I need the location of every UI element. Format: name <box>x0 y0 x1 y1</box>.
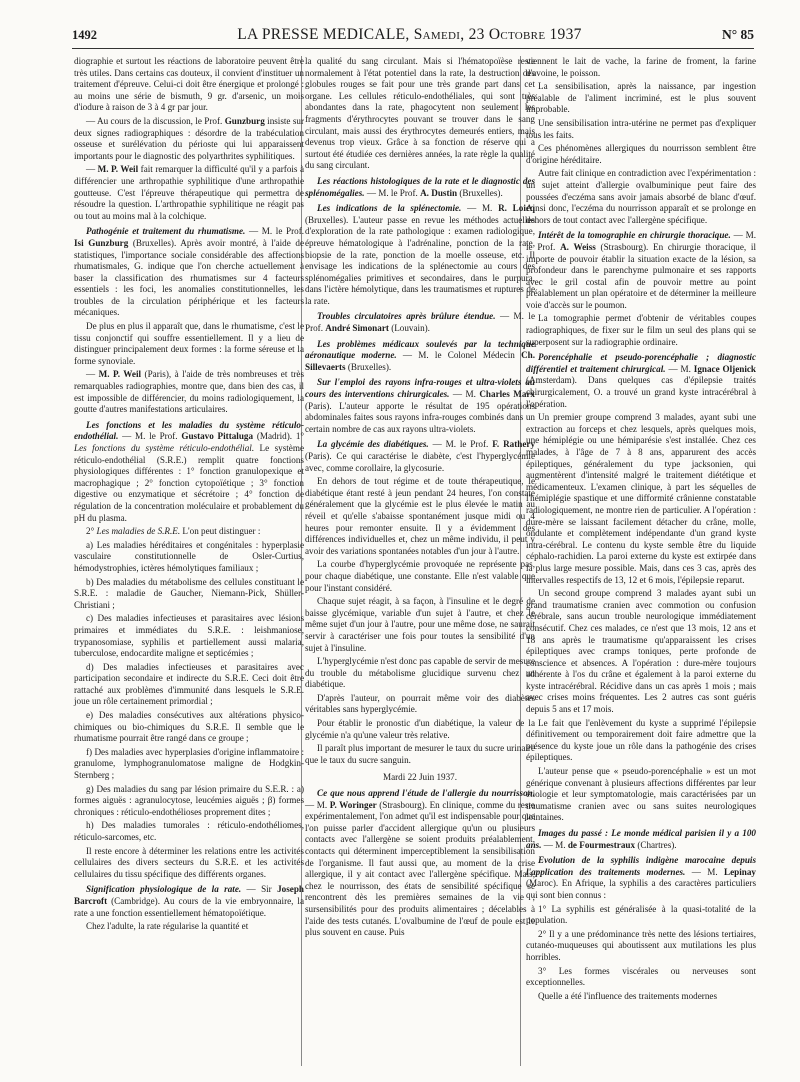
list-item: h) Des maladies tumorales : réticulo-endothéliomes, réticulo-sarcomes, etc. <box>74 820 304 842</box>
article-title: Signification physiologique de la rate. <box>86 884 242 895</box>
paragraph: La sensibilisation, après la naissance, par ingestion préalable de l'aliment incriminé, est le plus souvent improbable. <box>526 81 756 115</box>
article: Intérêt de la tomographie en chirurgie thoracique. — M. le Prof. A. Weiss (Strasbourg). En chirurgie thoracique, il importe de pouvoir établir la situation exacte de la lésion, sa profondeur dans le parenchyme pulmonaire et ses rapports avec le gril costal afin de pouvoir mettre au point préalablement un plan opératoire et de déterminer la meilleure voie d'accès sur le poumon. <box>526 230 756 310</box>
list-item: 3° Les formes viscérales ou nerveuses sont exceptionnelles. <box>526 965 756 988</box>
author-name: Lepinay <box>724 866 756 877</box>
article: Ce que nous apprend l'étude de l'allergie du nourrisson. — M. P. Woringer (Strasbourg). En clinique, comme du reste expérimentalement, l'on admet qu'il est indispensable pour que l'on puisse parler d'accident allergique qu'un ou plusieurs contacts avec l'allergène se soient produits préalablement, contacts qui déterminent imperceptiblement la sensibilisation de l'organisme. Il faut aussi que, au moment de la crise allergique, il y ait contact avec l'allergène spécifique. Mais, chez le nourrisson, des états de sensibilité spécifique se rencontrent dès les premières semaines de la vie ; sursensibilités pour des produits alimentaires ; décelables à l'aide des tests cutanés. L'ovalbumine de l'œuf de poule est le plus souvent en cause. Puis <box>305 788 535 938</box>
paragraph: — M. P. Weil fait remarquer la difficulté qu'il y a parfois à différencier une arthropathie syphilitique d'une arthropathie goutteuse. C'est l'épreuve thérapeutique qui permettra de résoudre la question. L'arthropathie syphilitique ne réagit pas ou tout au moins mal à la colchique. <box>74 164 305 221</box>
author-name: R. Loicq <box>498 203 535 214</box>
article-title: Sur l'emploi des rayons infra-rouges et ultra-violets au cours des interventions chirurgicales. <box>305 377 535 400</box>
article-title: Images du passé : Le monde médical parisien il y a 100 ans. <box>526 828 756 850</box>
article: Troubles circulatoires après brûlure étendue. — M. le Prof. André Simonart (Louvain). <box>305 311 536 334</box>
paragraph: Le fait que l'enlèvement du kyste a supprimé l'épilepsie définitivement ou temporairement doit faire admettre que la présence du kyste joue un rôle dans la pathogénie des crises épileptiques. <box>526 717 756 763</box>
paragraph: Il paraît plus important de mesurer le taux du sucre urinaire que le taux du sucre sanguin. <box>305 743 535 765</box>
article-title: Porencéphalie et pseudo-porencéphalie ; diagnostic différentiel et traitement chirurgical. <box>526 352 756 374</box>
article: Les fonctions et les maladies du système réticulo-endothélial. — M. le Prof. Gustavo Pittaluga (Madrid). 1° Les fonctions du système réticulo-endothélial. Le système réticulo-endothélial (S.R.E.) remplit quatre fonctions physiologiques différentes : 1° fonction granulopexique et macrophagique ; 2° fonction cytopoïétique ; 3° fonction digestive ou enzymatique et sécrétoire ; 4° fonction de régulation de la concentration moléculaire et probablement du pH du plasma. <box>74 419 305 523</box>
paragraph: Il reste encore à déterminer les relations entre les activités cellulaires des divers secteurs du S.R.E. et les activités cellulaires du tissu spécifique des différents organes. <box>74 845 304 879</box>
paragraph: L'auteur pense que « pseudo-porencéphalie » est un mot générique convenant à plusieurs affections différentes par leur étiologie et leur symptomatologie, mais caractérisées par un traumatisme cranien avec ou sans suites neurologiques lointaines. <box>526 766 756 823</box>
paragraph: Chez l'adulte, la rate régularise la quantité et <box>86 921 249 932</box>
paragraph: En dehors de tout régime et de toute thérapeutique, le diabétique étant resté à jeun pendant 24 heures, l'on constate généralement que la glycémie est le plus élevée le matin au réveil et qu'elle s'abaisse spontanément jusque midi ou 4 heures pour remonter ensuite. Il y a évidemment des différences individuelles et, chez un même individu, il peut y avoir des variations spontanées notables d'un jour à l'autre. <box>305 476 535 556</box>
list-item: f) Des maladies avec hyperplasies d'origine inflammatoire : granulome, lymphogranulomatose maligne de Hodgkin-Sternberg ; <box>74 746 304 781</box>
author-name: A. Dustin <box>420 187 458 198</box>
author-name: M. P. Weil <box>98 369 142 380</box>
author-name: Charles Marx <box>479 389 535 400</box>
article: Pathogénie et traitement du rhumatisme. — M. le Prof. Isi Gunzburg (Bruxelles). Après avoir montré, à l'aide de statistiques, l'importance sociale considérable des affections rhumatismales, G. indique que l'on cherche actuellement à baser la classification des rhumatismes sur 4 facteurs essentiels : les foci, les anomalies constitutionnelles, les troubles de la circulation périphérique et les facteurs mécaniques. <box>74 226 305 318</box>
article-title: Les indications de la splénectomie. <box>317 203 462 214</box>
author-name: Gunzburg <box>224 115 265 126</box>
paragraph: La courbe d'hyperglycémie provoquée ne représente pas, pour chaque diabétique, une constante. Elle n'est valable que pour l'instant considéré. <box>305 559 535 593</box>
author-name: F. Rathery <box>492 439 536 450</box>
paragraph: Un premier groupe comprend 3 malades, ayant subi une extraction au forceps et chez lesquels, après quelques mois, une hémiplégie ou une hémiparésie s'est installée. Chez ces malades, à l'âge de 7 à 8 ans, apparurent des accès épileptiques, généralement du type jacksonien, qui augmentèrent d'intensité malgré le traitement diététique et médicamenteux. L'examen clinique, à part les séquelles de l'hémiplégie spastique et une difformité crânienne constatable radiologiquement, ne montre rien de particulier. A l'opération : dure-mère se laissant facilement détacher du crâne, molle, ondulante et complètement indépendante d'un grand kyste intra-cérébral. Le contenu du kyste semble être du liquide céphalo-rachidien. La paroi externe du kyste est extirpée dans la plus large mesure possible. Mais, dans ces 3 cas, après des intervalles respectifs de 13, 12 et 6 mois, l'épilepsie reparut. <box>526 412 756 585</box>
list-item: 2° Il y a une prédominance très nette des lésions tertiaires, cutanéo-muqueuses qui aboutissent aux mutilations les plus horribles. <box>526 928 756 962</box>
paragraph: — Au cours de la discussion, le Prof. Gunzburg insiste sur deux signes radiographiques : désordre de la trabéculation osseuse et surélévation du périoste qui lui apparaissent importants pour le diagnostic des polyarthrites syphilitiques. <box>74 115 305 161</box>
list-item: e) Des maladies consécutives aux altérations physico-chimiques ou bio-chimiques du S.R.E. Il semble que le rhumatisme pourrait être rangé dans ce groupe ; <box>74 710 304 744</box>
author-name: Gustavo Pittaluga <box>181 431 254 442</box>
author-name: M. P. Weil <box>97 164 139 175</box>
paragraph: D'après l'auteur, on pourrait même voir des diabètes véritables sans hyperglycémie. <box>305 692 535 715</box>
article: Evolution de la syphilis indigène marocaine depuis l'application des traitements modernes. — M. Lepinay (Maroc). En Afrique, la syphilis a des caractères particuliers qui sont bien connus : <box>526 855 756 900</box>
issue-number: N° 85 <box>721 27 754 42</box>
article: Signification physiologique de la rate. — Sir Joseph Barcroft (Cambridge). Au cours de la vie embryonnaire, la rate a une fonction essentiellement hématopoïétique. <box>74 884 305 918</box>
author-name: Ignace Oljenick <box>693 363 757 374</box>
paragraph: L'hyperglycémie n'est donc pas capable de servir de mesure du trouble du métabolisme glucidique survenu chez un diabétique. <box>305 656 535 690</box>
journal-title: LA PRESSE MEDICALE, Samedi, 23 Octobre 1937 <box>237 26 582 43</box>
paragraph: — M. P. Weil (Paris), à l'aide de très nombreuses et très remarquables radiographies, montre que, dans bien des cas, il est impossible de différencier, du moins radiologiquement, la goutte d'autres manifestations articulaires. <box>74 369 305 415</box>
author-name: P. Woringer <box>329 799 377 810</box>
list-item: d) Des maladies infectieuses et parasitaires avec participation secondaire et indirecte du S.R.E. Ceci doit être rattaché aux problèmes d'immunité dans lesquels le S.R.E. joue un rôle certainement primordial ; <box>74 661 304 707</box>
column-3 <box>526 56 756 1004</box>
list-item: c) Des maladies infectieuses et parasitaires avec lésions primaires et immédiates du S.R.E. : leishmaniose, trypanosomiase, syphilis et partiellement aussi malaria, tuberculose, endocardite maligne et septicémies ; <box>74 613 304 659</box>
author-name: Isi Gunzburg <box>74 237 129 248</box>
paragraph: Ces phénomènes allergiques du nourrisson semblent être d'origine héréditaire. <box>526 143 756 165</box>
paragraph: Un second groupe comprend 3 malades ayant subi un grand traumatisme cranien avec commotion ou confusion cérébrale, sans aucun trouble neurologique immédiatement consécutif. Chez ces malades, ce n'est que 13 mois, 12 ans et 18 ans après le traumatisme qu'apparaissent les crises épileptiques avec cramps toniques, perte profonde de conscience et absences. A l'opération : dure-mère toujours adhérente à l'os du crâne et également à la paroi externe du kyste intracérébral. Récidive dans un cas après 1 mois ; mais avec crises moins fréquentes. Les 2 autres cas sont guéris depuis 5 ans et 17 mois. <box>526 588 756 715</box>
article: Porencéphalie et pseudo-porencéphalie ; diagnostic différentiel et traitement chirurgical. — M. Ignace Oljenick (Amsterdam). Dans quelques cas d'épilepsie traités chirurgicalement, O. a trouvé un grand kyste intracérébral à l'opération. <box>526 352 757 409</box>
article: Les réactions histologiques de la rate et le diagnostic des splénomégalies. — M. le Prof. A. Dustin (Bruxelles). <box>305 175 535 198</box>
article-title: Pathogénie et traitement du rhumatisme. <box>86 226 246 237</box>
paragraph: Chaque sujet réagit, à sa façon, à l'insuline et le degré de baisse glycémique, variable d'un sujet à l'autre, et chez le même sujet d'un jour à l'autre, pour une même dose, ne saurait servir à caractériser une fois pour toutes la sensibilité d'un sujet à l'insuline. <box>305 596 535 653</box>
article-title: Ce que nous apprend l'étude de l'allergie du nourrisson. <box>317 788 535 799</box>
paragraph: Une sensibilisation intra-utérine ne permet pas d'expliquer tous les faits. <box>526 117 756 140</box>
article-title: Evolution de la syphilis indigène marocaine depuis l'application des traitements modernes. <box>526 855 756 877</box>
column-2 <box>305 56 535 941</box>
running-header <box>72 22 754 49</box>
article-title: Les problèmes médicaux soulevés par la technique aéronautique moderne. <box>305 338 535 361</box>
article: Sur l'emploi des rayons infra-rouges et ultra-violets au cours des interventions chirurgicales. — M. Charles Marx (Paris). L'auteur apporte le résultat de 195 opérations abdominales faites sous rayons infra-rouges combinés dans un certain nombre de cas aux rayons ultra-violets. <box>305 377 535 434</box>
author-name: André Simonart <box>325 323 389 334</box>
paragraph: viennent le lait de vache, la farine de froment, la farine d'avoine, le poisson. <box>526 56 756 78</box>
paragraph: Autre fait clinique en contradiction avec l'expérimentation : un sujet atteint d'allergie ovalbuminique peut faire des poussées d'eczéma sans avoir jamais absorbé de blanc d'œuf. Ainsi donc, l'eczéma du nourrisson apparaît et se prolonge en dehors de tout contact avec l'allergène spécifique. <box>526 168 756 225</box>
article: Images du passé : Le monde médical parisien il y a 100 ans. — M. de Fourmestraux (Chartres). <box>526 828 756 850</box>
paragraph: 2° Les maladies de S.R.E. L'on peut distinguer : <box>86 526 261 537</box>
article: Les problèmes médicaux soulevés par la technique aéronautique moderne. — M. le Colonel Médecin Ch. Sillevaerts (Bruxelles). <box>305 338 536 372</box>
column-1 <box>74 56 304 935</box>
author-name: A. Weiss <box>560 241 596 252</box>
article: Les indications de la splénectomie. — M. R. Loicq (Bruxelles). L'auteur passe en revue les méthodes actuelles d'exploration de la rate pathologique : examen radiologique, épreuve hématologique à l'adrénaline, ponction de la rate, biopsie de la rate, ponction de la moelle osseuse, etc. Il envisage les indications de la splénectomie au cours des splénomégalies primitives et secondaires, dans le purpura, dans l'ictère hémolytique, dans les traumatismes et ruptures de la rate. <box>305 203 535 306</box>
list-item: g) Des maladies du sang par lésion primaire du S.E.R. : a) formes aiguës : agranulocytose, leucémies aiguës ; β) formes chroniques : réticulo-endothélioses proprement dites ; <box>74 783 304 817</box>
page-number: 1492 <box>72 27 97 42</box>
paragraph: diographie et surtout les réactions de laboratoire peuvent être très utiles. Dans certains cas douteux, il convient d'instituer un traitement d'épreuve. Celui-ci doit être énergique et prolongé : au moins une série de bismuth, 9 gr. d'arsenic, un mois d'iodure à raison de 3 à 4 gr par jour. <box>74 56 304 113</box>
paragraph: la qualité du sang circulant. Mais si l'hématopoïèse reste normalement à l'état potentiel dans la rate, la destruction des globules rouges se fait pour une très grande part dans cet organe. Les cellules réticulo-endothéliales, qui sont très abondantes dans la rate, phagocytent non seulement les fragments d'érythrocytes pouvant se trouver dans le sang circulant, mais aussi des érythrocytes demeurés entiers, mais devenus trop vieux. Grâce à sa fonction de réserve qui a surtout été étudiée ces dernières années, la rate règle la qualité du sang circulant. <box>305 56 535 171</box>
author-name: Joseph Barcroft <box>74 884 304 906</box>
paragraph: Pour établir le pronostic d'un diabétique, la valeur de la glycémie n'a qu'une valeur très relative. <box>305 718 535 740</box>
paragraph: La tomographie permet d'obtenir de véritables coupes radiographiques, de fixer sur le film un seul des plans qui se superposent sur la radiographie ordinaire. <box>526 313 756 347</box>
paragraph: Quelle a été l'influence des traitements modernes <box>538 990 718 1001</box>
session-date: Mardi 22 Juin 1937. <box>382 772 457 783</box>
article-title: Troubles circulatoires après brûlure étendue. <box>317 311 496 322</box>
list-item: a) Les maladies héréditaires et congénitales : hyperplasie vasculaire constitutionnelle de Osler-Curtius, hémodystrophies, ictères hémolytiques familiaux ; <box>74 539 304 573</box>
article: La glycémie des diabétiques. — M. le Prof. F. Rathery (Paris). Ce qui caractérise le diabète, c'est l'hyperglycémie avec, comme corollaire, la glycosurie. <box>305 439 536 473</box>
paragraph: De plus en plus il apparaît que, dans le rhumatisme, c'est le tissu conjonctif qui souffre essentiellement. Il y a lieu de distinguer principalement deux formes : la forme séreuse et la forme synoviale. <box>74 321 304 366</box>
article-title: La glycémie des diabétiques. <box>317 439 429 450</box>
list-item: 1° La syphilis est généralisée à la quasi-totalité de la population. <box>526 903 756 926</box>
author-name: Ch. Sillevaerts <box>305 350 536 372</box>
article-title: Les réactions histologiques de la rate et le diagnostic des splénomégalies. <box>305 175 535 198</box>
article-title: Intérêt de la tomographie en chirurgie thoracique. <box>538 230 731 241</box>
article-title: Les fonctions et les maladies du système réticulo-endothélial. <box>74 419 304 442</box>
list-item: b) Des maladies du métabolisme des cellules constituant le S.R.E. : maladie de Gaucher, Niemann-Pick, Shüller-Christiani ; <box>74 576 304 610</box>
author-name: de Fourmestraux <box>567 839 636 850</box>
